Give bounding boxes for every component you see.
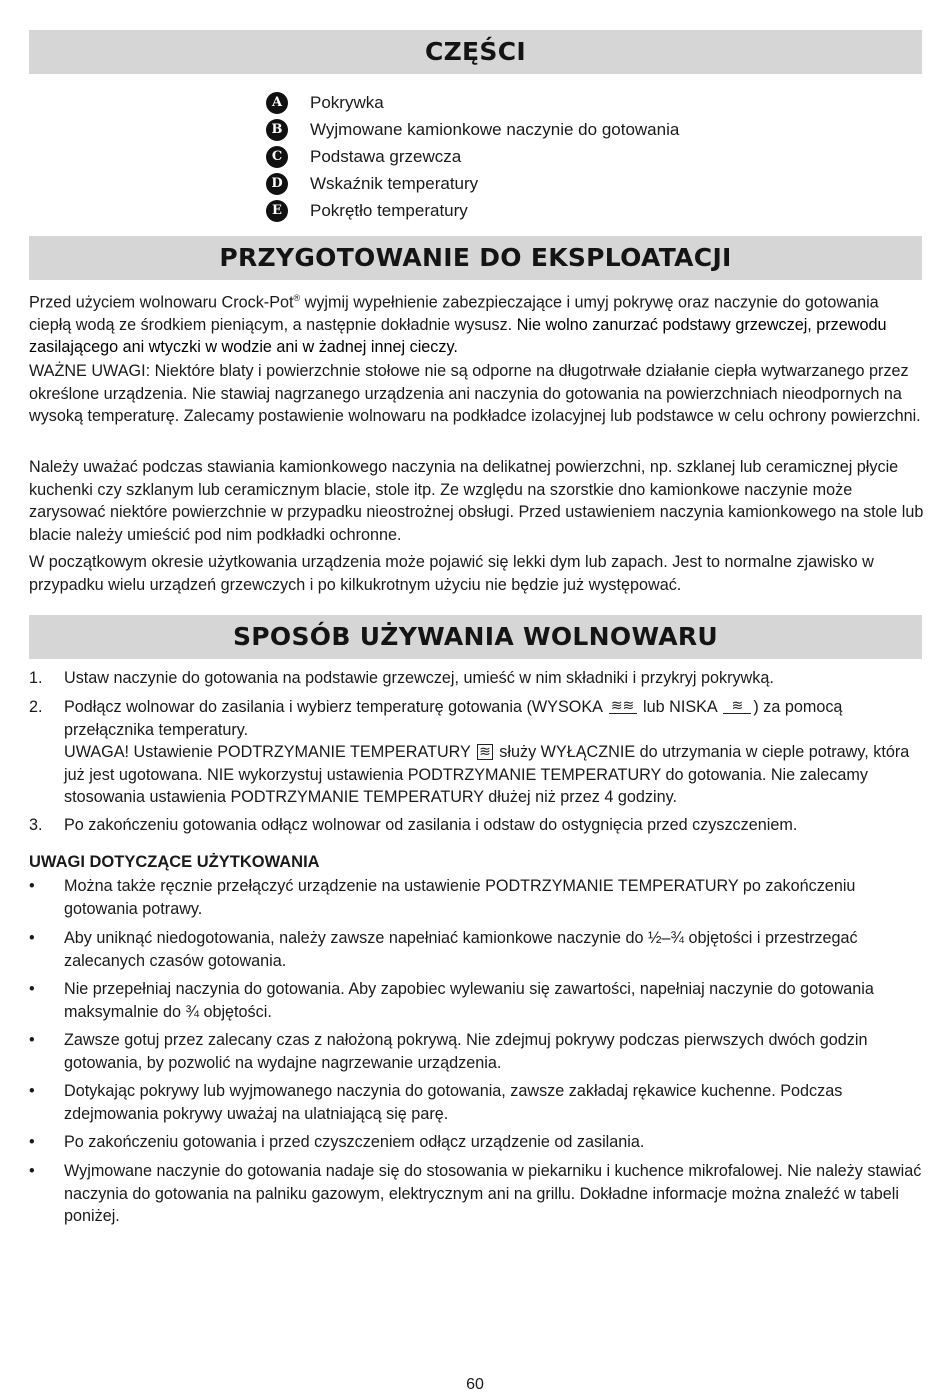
part-label: Podstawa grzewcza — [310, 146, 462, 166]
list-item — [29, 927, 924, 972]
list-item — [29, 978, 924, 1023]
part-label: Pokrywka — [310, 92, 384, 112]
registered-mark: ® — [293, 293, 301, 303]
usage-notes-title: UWAGI DOTYCZĄCE UŻYTKOWANIA — [29, 853, 320, 871]
part-label: Wyjmowane kamionkowe naczynie do gotowania — [310, 119, 680, 139]
prep-text: Przed użyciem wolnowaru Crock-Pot — [29, 293, 294, 312]
step-text: ) za pomocą przełącznika temperatury. — [64, 698, 843, 739]
wave-high-icon: ≋≋ — [609, 699, 637, 714]
part-letter-badge: E — [266, 200, 288, 222]
note-text: Zawsze gotuj przez zalecany czas z nałożoną pokrywą. Nie zdejmuj pokrywy podczas pierwszych dwóch godzin gotowania, by pozwolić na wydajne nagrzewanie urządzenia. — [64, 1031, 868, 1072]
step-text: lub NISKA — [643, 698, 717, 716]
bullet-icon: • — [29, 980, 35, 998]
note-text: Nie przepełniaj naczynia do gotowania. Aby zapobiec wylewaniu się zawartości, napełniaj naczynie do gotowania maksymalnie do ¾ objętości. — [64, 980, 874, 1021]
usage-section-header: SPOSÓB UŻYWANIA WOLNOWARU — [29, 615, 922, 659]
keep-warm-icon: ≋ — [479, 744, 491, 760]
list-item — [266, 89, 679, 116]
wave-low-icon: ≋ — [723, 699, 751, 714]
part-label: Wskaźnik temperatury — [310, 173, 479, 193]
prep-paragraph-2: WAŻNE UWAGI: Niektóre blaty i powierzchnie stołowe nie są odporne na długotrwałe działanie ciepła wytwarzanego przez określone urządzenia. Nie stawiaj nagrzanego urządzenia ani naczynia do gotowania na powierzchniach nieodpornych na wysoką temperaturę. Zalecamy postawienie wolnowaru na podkładce izolacyjnej lub podstawce w celu ochrony powierzchni. — [29, 362, 921, 425]
prep-section-header: PRZYGOTOWANIE DO EKSPLOATACJI — [29, 236, 922, 280]
bullet-icon: • — [29, 929, 35, 947]
list-item — [29, 1029, 924, 1074]
list-item — [29, 1080, 924, 1125]
step-number: 3. — [29, 816, 43, 834]
step-text: Podłącz wolnowar do zasilania i wybierz temperaturę gotowania (WYSOKA — [64, 698, 603, 716]
note-text: Dotykając pokrywy lub wyjmowanego naczynia do gotowania, zawsze zakładaj rękawice kuchenne. Podczas zdejmowania pokrywy uważaj na ulatniającą się parę. — [64, 1082, 843, 1123]
page-number: 60 — [466, 1376, 484, 1393]
note-text: Aby uniknąć niedogotowania, należy zawsze napełniać kamionkowe naczynie do ½–¾ objętości i przestrzegać zalecanych czasów gotowania. — [64, 929, 858, 970]
bullet-icon: • — [29, 1133, 35, 1151]
note-text: Można także ręcznie przełączyć urządzenie na ustawienie PODTRZYMANIE TEMPERATURY po zakończeniu gotowania potrawy. — [64, 877, 856, 918]
part-letter-badge: B — [266, 119, 288, 141]
list-item — [29, 1160, 924, 1228]
list-item — [266, 116, 679, 143]
step-number: 1. — [29, 669, 43, 687]
prep-warning-text: Nie wolno zanurzać podstawy grzewczej, przewodu zasilającego ani wtyczki w wodzie ani w żadnej innej cieczy. — [29, 315, 887, 357]
step-note-text: UWAGA! Ustawienie PODTRZYMANIE TEMPERATURY — [64, 743, 471, 761]
bullet-icon: • — [29, 1162, 35, 1180]
prep-paragraph-3: Należy uważać podczas stawiania kamionkowego naczynia na delikatnej powierzchni, np. szklanej lub ceramicznej płycie kuchenki czy szklanym lub ceramicznym blacie, stole itp. Ze względu na szorstkie dno kamionkowe naczynie może zarysować niektóre powierzchnie w przypadku nieostrożnej obsługi. Przed ustawieniem naczynia kamionkowego na stole lub blacie należy umieścić pod nim podkładki ochronne. — [29, 458, 924, 544]
bullet-icon: • — [29, 1031, 35, 1049]
list-item — [29, 1131, 924, 1154]
list-item — [266, 197, 679, 224]
prep-text: wyjmij wypełnienie zabezpieczające i umyj pokrywę oraz naczynie do gotowania ciepłą wodą ze środkiem pieniącym, a następnie dokładnie wysusz. — [29, 293, 879, 334]
step-note-text: służy WYŁĄCZNIE do utrzymania w cieple potrawy, która już jest ugotowana. NIE wykorzystuj ustawienia PODTRZYMANIE TEMPERATURY do gotowania. Nie zalecamy stosowania ustawienia PODTRZYMANIE TEMPERATURY dłużej niż przez 4 godziny. — [64, 743, 910, 806]
prep-paragraph-4: W początkowym okresie użytkowania urządzenia może pojawić się lekki dym lub zapach. Jest to normalne zjawisko w przypadku wielu urządzeń grzewczych i po kilkukrotnym użyciu nie będzie już występować. — [29, 553, 874, 594]
step-number: 2. — [29, 698, 43, 716]
part-letter-badge: C — [266, 146, 288, 168]
list-item — [266, 143, 679, 170]
part-letter-badge: A — [266, 92, 288, 114]
part-label: Pokrętło temperatury — [310, 200, 468, 220]
part-letter-badge: D — [266, 173, 288, 195]
parts-list — [266, 89, 679, 224]
parts-section-header: CZĘŚCI — [29, 30, 922, 74]
prep-paragraph-1 — [29, 287, 924, 359]
bullet-icon: • — [29, 1082, 35, 1100]
note-text: Po zakończeniu gotowania i przed czyszczeniem odłącz urządzenie od zasilania. — [64, 1133, 645, 1151]
usage-step-1 — [29, 667, 924, 690]
step-text: Po zakończeniu gotowania odłącz wolnowar od zasilania i odstaw do ostygnięcia przed czyszczeniem. — [64, 816, 798, 834]
usage-step-3 — [29, 814, 924, 837]
note-text: Wyjmowane naczynie do gotowania nadaje się do stosowania w piekarniku i kuchence mikrofalowej. Nie należy stawiać naczynia do gotowania na palniku gazowym, elektrycznym ani na grillu. Dokładne informacje można znaleźć w tabeli poniżej. — [64, 1162, 922, 1225]
step-text: Ustaw naczynie do gotowania na podstawie grzewczej, umieść w nim składniki i przykryj pokrywką. — [64, 669, 774, 687]
list-item — [29, 875, 924, 920]
list-item — [266, 170, 679, 197]
bullet-icon: • — [29, 877, 35, 895]
usage-step-2 — [29, 696, 924, 809]
